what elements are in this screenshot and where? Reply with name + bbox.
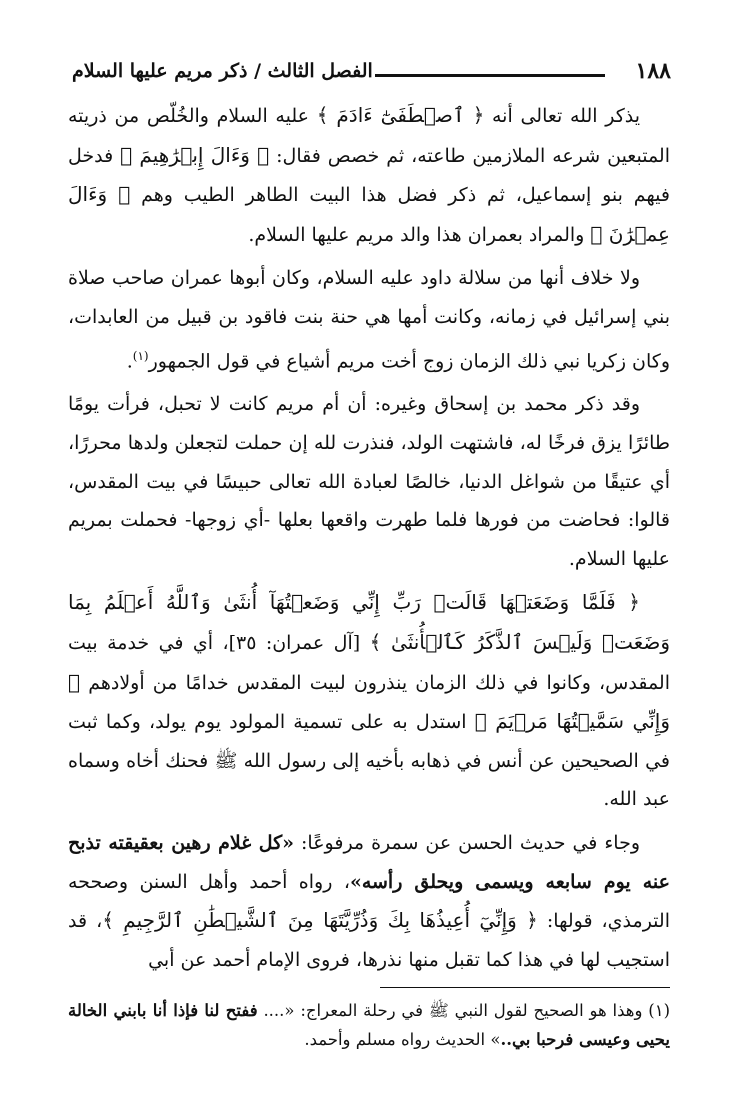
footnote-ref[interactable]: (١) (132, 348, 149, 363)
text-run: ، قد استجيب لها في هذا كما تقبل منها نذرها، فروى الإمام أحمد عن أبي (68, 910, 670, 971)
page-header (72, 58, 671, 92)
footnote-text: » الحديث رواه مسلم وأحمد. (304, 1030, 501, 1049)
text-run: ، رواه أحمد وأهل السنن وصححه الترمذي، قولها: (68, 870, 670, 933)
text-run: استدل به على تسمية المولود يوم يولد، وكما ثبت في الصحيحين عن أنس في ذهابه بأخيه إلى رسول الله ﷺ فحنك أخاه وسماه عبد الله. (68, 711, 670, 811)
text-run: . (126, 349, 133, 372)
footnote (68, 996, 670, 1054)
paragraph-5 (68, 824, 670, 979)
text-run: ولا خلاف أنها من سلالة داود عليه السلام، وكان أبوها عمران صاحب صلاة بني إسرائيل في زمانه، وكانت أمها هي حنة بنت فاقود بن قبيل من العابدات، وكان زكريا نبي ذلك الزمان زوج أخت مريم أشياع في قول الجمهور (68, 267, 670, 372)
quran-verse: ﴿ وَإِنِّي سَمَّيۡتُهَا مَرۡيَمَ ﴾ (68, 669, 671, 734)
text-run: عليه السلام والخُلّص من ذريته المتبعين شرعه الملازمين طاعته، ثم خصص فقال: (68, 105, 670, 167)
paragraph-2 (68, 259, 670, 380)
quran-verse: ﴿ وَإِنِّيٓ أُعِيذُهَا بِكَ وَذُرِّيَّتَهَا مِنَ ٱلشَّيۡطَٰنِ ٱلرَّجِيمِ ﴾ (102, 908, 538, 933)
text-run: والمراد بعمران هذا والد مريم عليها السلام. (248, 223, 585, 246)
page-number: ١٨٨ (635, 58, 671, 84)
paragraph-3 (68, 385, 670, 578)
quran-verse: ﴿ ٱصۡطَفَىٰٓ ءَادَمَ ﴾ (316, 103, 485, 127)
quran-verse: ﴿ وَءَالَ عِمۡرَٰنَ ﴾ (68, 182, 670, 246)
text-run: وقد ذكر محمد بن إسحاق وغيره: أن أم مريم كانت لا تحبل، فرأت يومًا طائرًا يزق فرخًا له، فاشتهت الولد، فنذرت لله إن حملت لتجعلن ولدها محررًا، أي عتيقًا من شواغل الدنيا، خالصًا لعبادة الله تعالى حبيسًا في بيت المقدس، قالوا: فحاضت من فورها فلما طهرت واقعها بعلها -أي زوجها- فحملت بمريم عليها السلام. (68, 393, 670, 570)
text-run: فدخل فيهم بنو إسماعيل، ثم ذكر فضل هذا البيت الطاهر الطيب وهم (68, 144, 670, 207)
footnote-text: (١) وهذا هو الصحيح لقول النبي ﷺ في رحلة المعراج: «.... (263, 1001, 670, 1020)
hadith-quote: «كل غلام رهين بعقيقته تذبح عنه يوم سابعه ويسمى ويحلق رأسه» (68, 832, 670, 893)
body-text (68, 96, 670, 979)
quran-verse: ﴿ وَءَالَ إِبۡرَٰهِيمَ ﴾ (120, 142, 270, 167)
text-run: وجاء في حديث الحسن عن سمرة مرفوعًا: (301, 832, 641, 855)
text-run: يذكر الله تعالى أنه (492, 105, 641, 127)
running-title: الفصل الثالث / ذكر مريم عليها السلام (72, 60, 373, 82)
header-rule (375, 74, 605, 77)
footnote-quote: ففتح لنا فإذا أنا بابني الخالة يحيى وعيسى فرحبا بي.. (68, 1001, 670, 1049)
footnote-divider (380, 987, 670, 988)
text-run: [آل عمران: ٣٥]، أي في خدمة بيت المقدس، وكانوا في ذلك الزمان ينذرون لبيت المقدس خدامًا من أولادهم (68, 632, 671, 694)
paragraph-4 (68, 583, 670, 819)
quran-verse: ﴿ فَلَمَّا وَضَعَتۡهَا قَالَتۡ رَبِّ إِنِّي وَضَعۡتُهَآ أُنثَىٰ وَٱللَّهُ أَعۡلَمُ بِمَا وَضَعَتۡ وَلَيۡسَ ٱلذَّكَرُ كَٱلۡأُنثَىٰ ﴾ (68, 590, 670, 655)
paragraph-1 (68, 96, 670, 254)
